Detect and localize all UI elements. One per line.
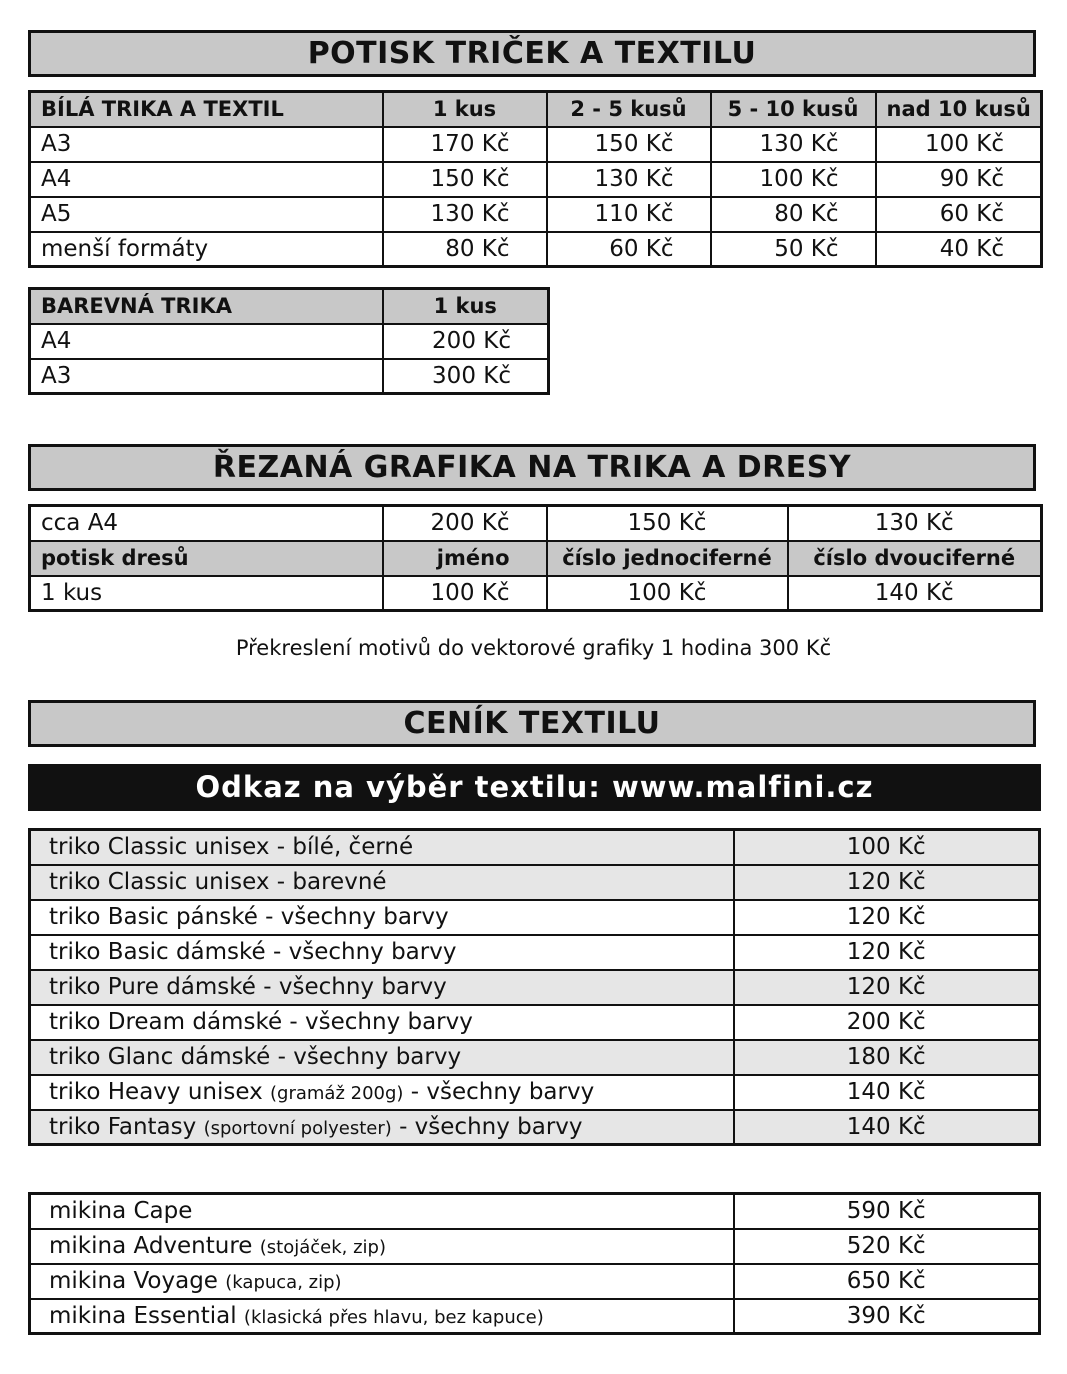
product-price: 100 Kč bbox=[734, 830, 1040, 865]
format-cell: menší formáty bbox=[30, 232, 383, 267]
product-price: 120 Kč bbox=[734, 900, 1040, 935]
format-cell: A3 bbox=[30, 359, 383, 394]
product-detail: (klasická přes hlavu, bez kapuce) bbox=[243, 1306, 544, 1328]
column-header: potisk dresů bbox=[30, 541, 383, 576]
table-header-row bbox=[30, 289, 549, 324]
table-row bbox=[30, 865, 1040, 900]
product-price: 120 Kč bbox=[734, 970, 1040, 1005]
column-header: 1 kus bbox=[383, 92, 547, 127]
price-cell: 150 Kč bbox=[383, 162, 547, 197]
malfini-link-banner[interactable]: Odkaz na výběr textilu: www.malfini.cz bbox=[28, 764, 1041, 811]
product-name-suffix: - všechny barvy bbox=[391, 1113, 583, 1140]
product-price: 120 Kč bbox=[734, 865, 1040, 900]
table-row bbox=[30, 935, 1040, 970]
column-header: 5 - 10 kusů bbox=[711, 92, 876, 127]
price-cell: 50 Kč bbox=[711, 232, 876, 267]
price-cell: 200 Kč bbox=[383, 324, 549, 359]
table-row bbox=[30, 197, 1042, 232]
table-row bbox=[30, 1229, 1040, 1264]
price-cell: 130 Kč bbox=[788, 506, 1042, 541]
table-header-row bbox=[30, 541, 1042, 576]
product-name: triko Glanc dámské - všechny barvy bbox=[30, 1040, 734, 1075]
column-header: číslo jednociferné bbox=[547, 541, 788, 576]
product-price: 650 Kč bbox=[734, 1264, 1040, 1299]
product-price: 180 Kč bbox=[734, 1040, 1040, 1075]
product-price: 520 Kč bbox=[734, 1229, 1040, 1264]
product-name: triko Dream dámské - všechny barvy bbox=[30, 1005, 734, 1040]
section-title-cut-graphics: ŘEZANÁ GRAFIKA NA TRIKA A DRESY bbox=[28, 444, 1036, 491]
price-cell: 100 Kč bbox=[547, 576, 788, 611]
price-cell: 100 Kč bbox=[876, 127, 1042, 162]
format-cell: A4 bbox=[30, 162, 383, 197]
product-price: 120 Kč bbox=[734, 935, 1040, 970]
white-shirts-table bbox=[28, 90, 1043, 268]
column-header: nad 10 kusů bbox=[876, 92, 1042, 127]
product-name bbox=[30, 1264, 734, 1299]
price-cell: 170 Kč bbox=[383, 127, 547, 162]
product-name-suffix: - všechny barvy bbox=[403, 1079, 595, 1105]
product-name bbox=[30, 1075, 734, 1110]
format-cell: A3 bbox=[30, 127, 383, 162]
product-name: triko Basic dámské - všechny barvy bbox=[30, 935, 734, 970]
section-title-textile-prices: CENÍK TEXTILU bbox=[28, 700, 1036, 747]
tshirt-price-table bbox=[28, 828, 1041, 1146]
product-price: 140 Kč bbox=[734, 1110, 1040, 1145]
price-cell: 140 Kč bbox=[788, 576, 1042, 611]
price-cell: 150 Kč bbox=[547, 127, 711, 162]
table-row bbox=[30, 970, 1040, 1005]
product-name-main: mikina Essential bbox=[49, 1302, 244, 1329]
table-row bbox=[30, 1299, 1040, 1334]
product-price: 590 Kč bbox=[734, 1194, 1040, 1229]
product-name: triko Classic unisex - bílé, černé bbox=[30, 830, 734, 865]
format-cell: cca A4 bbox=[30, 506, 383, 541]
price-cell: 40 Kč bbox=[876, 232, 1042, 267]
product-price: 390 Kč bbox=[734, 1299, 1040, 1334]
table-row bbox=[30, 127, 1042, 162]
format-cell: 1 kus bbox=[30, 576, 383, 611]
section-title-print: POTISK TRIČEK A TEXTILU bbox=[28, 30, 1036, 77]
cut-graphics-table bbox=[28, 504, 1043, 612]
price-cell: 200 Kč bbox=[383, 506, 547, 541]
price-cell: 90 Kč bbox=[876, 162, 1042, 197]
product-name-main: triko Fantasy bbox=[49, 1113, 204, 1140]
table-row bbox=[30, 1040, 1040, 1075]
product-detail: (gramáž 200g) bbox=[270, 1083, 404, 1104]
price-cell: 110 Kč bbox=[547, 197, 711, 232]
product-name: triko Classic unisex - barevné bbox=[30, 865, 734, 900]
column-header: BÍLÁ TRIKA A TEXTIL bbox=[30, 92, 383, 127]
price-cell: 130 Kč bbox=[547, 162, 711, 197]
price-cell: 100 Kč bbox=[711, 162, 876, 197]
format-cell: A5 bbox=[30, 197, 383, 232]
table-row bbox=[30, 1075, 1040, 1110]
product-detail: (stojáček, zip) bbox=[259, 1237, 387, 1258]
product-name-main: mikina Cape bbox=[49, 1198, 193, 1225]
product-name bbox=[30, 1194, 734, 1229]
product-name bbox=[30, 1229, 734, 1264]
price-cell: 130 Kč bbox=[383, 197, 547, 232]
price-cell: 300 Kč bbox=[383, 359, 549, 394]
table-row bbox=[30, 324, 549, 359]
product-detail: (sportovní polyester) bbox=[203, 1117, 392, 1139]
table-row bbox=[30, 1110, 1040, 1145]
price-cell: 150 Kč bbox=[547, 506, 788, 541]
column-header: 1 kus bbox=[383, 289, 549, 324]
product-name-main: mikina Adventure bbox=[49, 1233, 260, 1259]
product-detail: (kapuca, zip) bbox=[225, 1272, 342, 1293]
table-row bbox=[30, 1264, 1040, 1299]
table-row bbox=[30, 232, 1042, 267]
table-row bbox=[30, 830, 1040, 865]
price-cell: 60 Kč bbox=[547, 232, 711, 267]
table-header-row bbox=[30, 92, 1042, 127]
column-header: jméno bbox=[383, 541, 547, 576]
product-name bbox=[30, 1299, 734, 1334]
product-name: triko Pure dámské - všechny barvy bbox=[30, 970, 734, 1005]
price-cell: 100 Kč bbox=[383, 576, 547, 611]
column-header: 2 - 5 kusů bbox=[547, 92, 711, 127]
table-row bbox=[30, 1194, 1040, 1229]
table-row bbox=[30, 359, 549, 394]
product-name-main: triko Heavy unisex bbox=[49, 1079, 271, 1105]
column-header: číslo dvouciferné bbox=[788, 541, 1042, 576]
product-name bbox=[30, 1110, 734, 1145]
price-cell: 80 Kč bbox=[711, 197, 876, 232]
table-row bbox=[30, 162, 1042, 197]
price-cell: 60 Kč bbox=[876, 197, 1042, 232]
table-row bbox=[30, 900, 1040, 935]
hoodie-price-table bbox=[28, 1192, 1041, 1335]
table-row bbox=[30, 1005, 1040, 1040]
vector-redraw-note: Překreslení motivů do vektorové grafiky 1 hodina 300 Kč bbox=[235, 636, 832, 660]
table-row bbox=[30, 576, 1042, 611]
product-price: 140 Kč bbox=[734, 1075, 1040, 1110]
table-row bbox=[30, 506, 1042, 541]
product-price: 200 Kč bbox=[734, 1005, 1040, 1040]
column-header: BAREVNÁ TRIKA bbox=[30, 289, 383, 324]
product-name: triko Basic pánské - všechny barvy bbox=[30, 900, 734, 935]
format-cell: A4 bbox=[30, 324, 383, 359]
product-name-main: mikina Voyage bbox=[49, 1268, 226, 1294]
price-cell: 130 Kč bbox=[711, 127, 876, 162]
colored-shirts-table bbox=[28, 287, 550, 395]
price-cell: 80 Kč bbox=[383, 232, 547, 267]
